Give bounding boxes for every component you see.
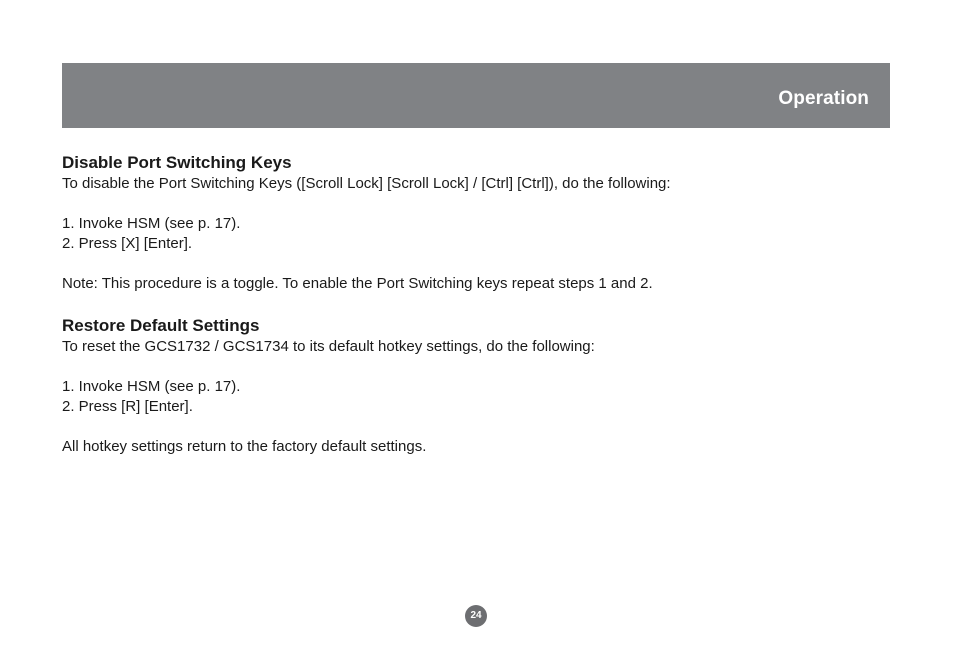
step-item: 1. Invoke HSM (see p. 17). xyxy=(62,378,241,395)
section-intro: To disable the Port Switching Keys ([Scroll Lock] [Scroll Lock] / [Ctrl] [Ctrl]), do the following: xyxy=(62,175,671,192)
step-item: 2. Press [X] [Enter]. xyxy=(62,235,193,252)
step-item: 2. Press [R] [Enter]. xyxy=(62,398,193,415)
section-heading: Disable Port Switching Keys xyxy=(62,153,292,172)
section-note: Note: This procedure is a toggle. To enable the Port Switching keys repeat steps 1 and 2. xyxy=(62,275,653,292)
header-bar xyxy=(62,63,890,128)
section-disable-port-switching xyxy=(62,152,892,294)
section-heading: Restore Default Settings xyxy=(62,316,260,335)
page-content xyxy=(62,152,892,457)
page-number-badge: 24 xyxy=(465,605,487,627)
section-intro: To reset the GCS1732 / GCS1734 to its default hotkey settings, do the following: xyxy=(62,338,595,355)
step-item: 1. Invoke HSM (see p. 17). xyxy=(62,215,241,232)
section-restore-default-settings xyxy=(62,315,892,457)
section-note: All hotkey settings return to the factory default settings. xyxy=(62,438,427,455)
header-title: Operation xyxy=(778,88,869,109)
